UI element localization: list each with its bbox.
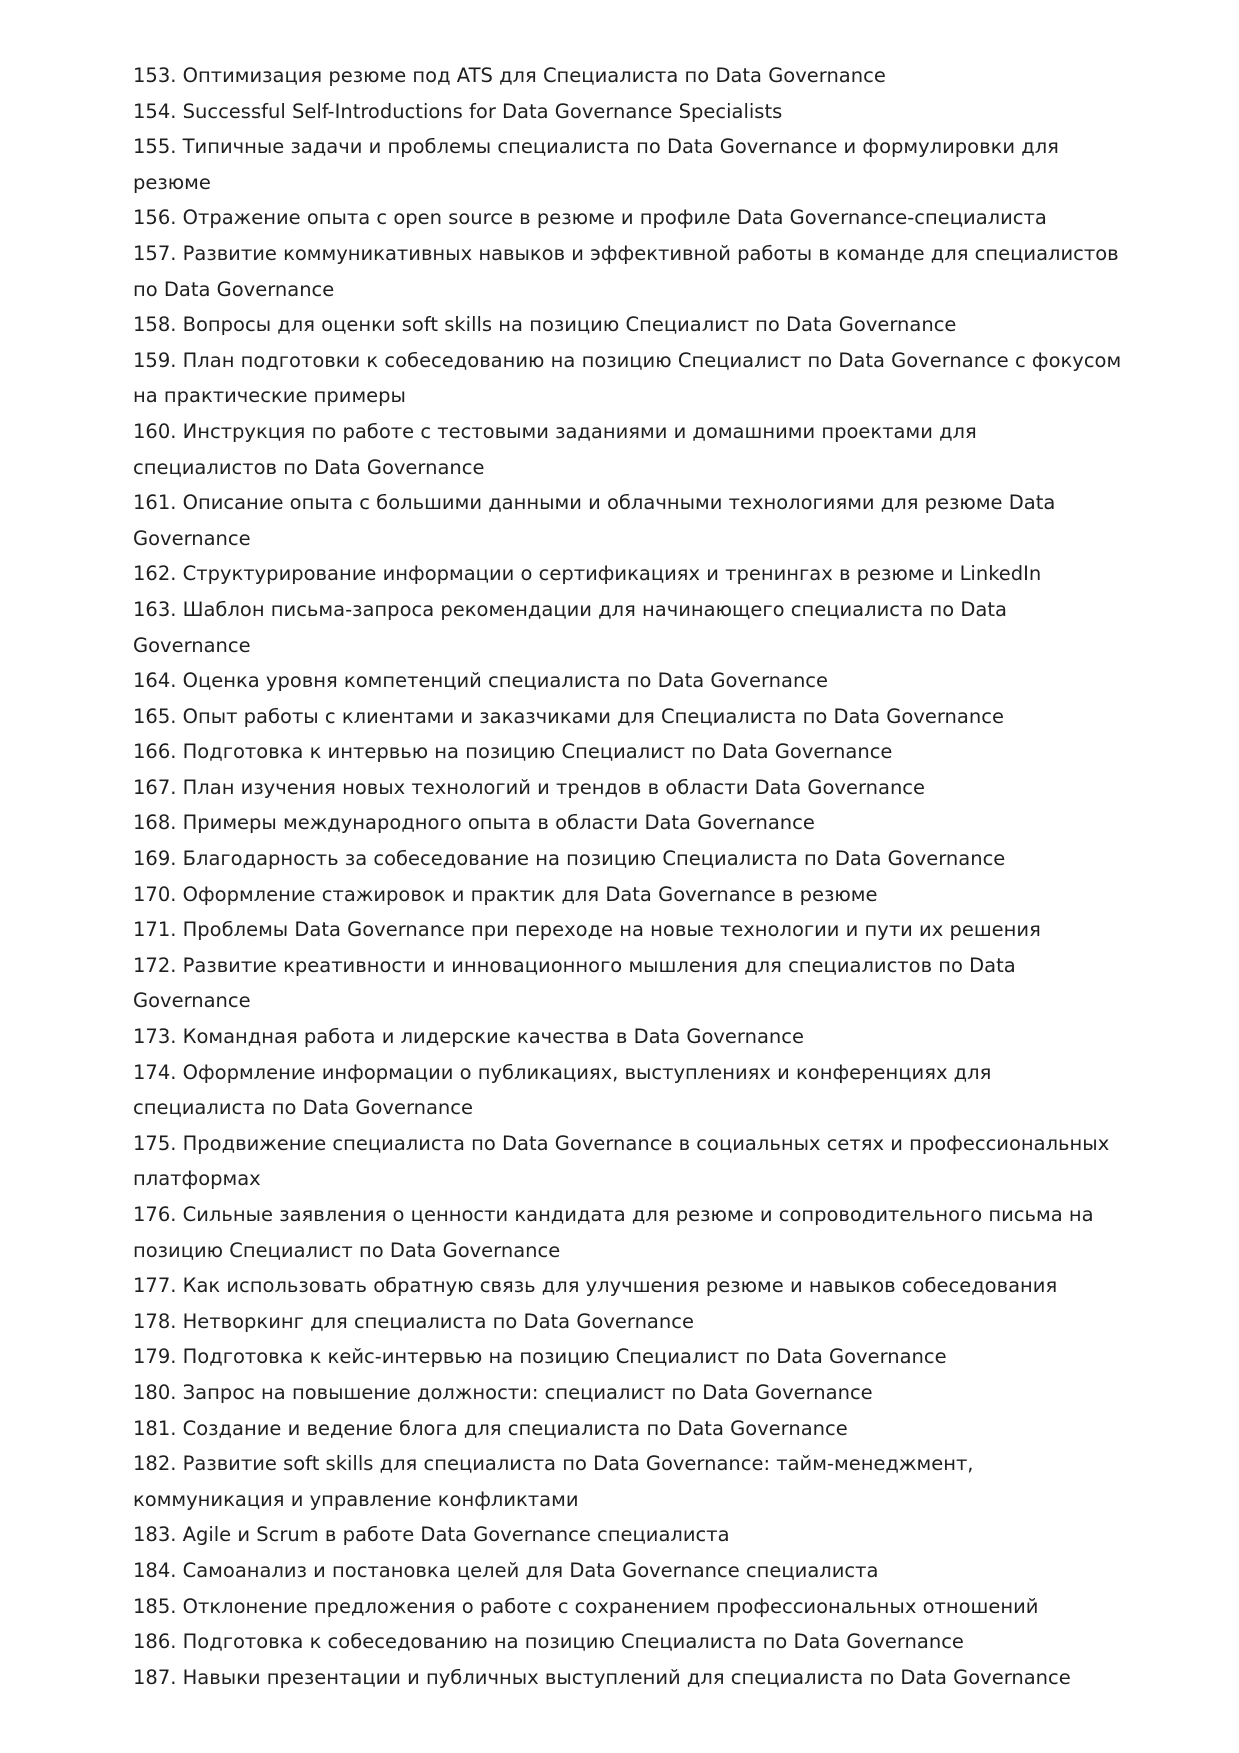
list-item: 166. Подготовка к интервью на позицию Специалист по Data Governance bbox=[133, 740, 893, 764]
list-item: 187. Навыки презентации и публичных выступлений для специалиста по Data Governance bbox=[133, 1665, 1071, 1689]
list-item: 163. Шаблон письма-запроса рекомендации для начинающего специалиста по Data Governance bbox=[133, 597, 1007, 657]
list-item: 173. Командная работа и лидерские качества в Data Governance bbox=[133, 1025, 804, 1049]
list-item: 169. Благодарность за собеседование на позицию Специалиста по Data Governance bbox=[133, 847, 1006, 871]
list-item: 171. Проблемы Data Governance при переходе на новые технологии и пути их решения bbox=[133, 918, 1041, 942]
list-item: 155. Типичные задачи и проблемы специалиста по Data Governance и формулировки для резюме bbox=[133, 135, 1059, 194]
topic-list bbox=[133, 58, 1123, 1695]
list-item: 177. Как использовать обратную связь для улучшения резюме и навыков собеседования bbox=[133, 1274, 1058, 1298]
list-item: 159. План подготовки к собеседованию на позицию Специалист по Data Governance с фокусом на практические примеры bbox=[133, 348, 1122, 408]
list-item: 183. Agile и Scrum в работе Data Governance специалиста bbox=[133, 1523, 730, 1547]
list-item: 175. Продвижение специалиста по Data Governance в социальных сетях и профессиональных платформах bbox=[133, 1131, 1110, 1191]
list-item: 160. Инструкция по работе с тестовыми заданиями и домашними проектами для специалистов по Data Governance bbox=[133, 419, 977, 479]
list-item: 172. Развитие креативности и инновационного мышления для специалистов по Data Governance bbox=[133, 953, 1016, 1013]
list-item: 162. Структурирование информации о сертификациях и тренингах в резюме и LinkedIn bbox=[133, 562, 1042, 586]
list-item: 186. Подготовка к собеседованию на позицию Специалиста по Data Governance bbox=[133, 1630, 964, 1654]
list-item: 170. Оформление стажировок и практик для Data Governance в резюме bbox=[133, 882, 878, 906]
list-item: 156. Отражение опыта с open source в резюме и профиле Data Governance-специалиста bbox=[133, 206, 1047, 230]
list-item: 153. Оптимизация резюме под ATS для Специалиста по Data Governance bbox=[133, 64, 886, 87]
list-item: 181. Создание и ведение блога для специалиста по Data Governance bbox=[133, 1416, 848, 1440]
list-item: 158. Вопросы для оценки soft skills на позицию Специалист по Data Governance bbox=[133, 313, 957, 337]
list-item: 179. Подготовка к кейс-интервью на позицию Специалист по Data Governance bbox=[133, 1345, 947, 1369]
list-item: 168. Примеры международного опыта в области Data Governance bbox=[133, 811, 815, 835]
list-item: 180. Запрос на повышение должности: специалист по Data Governance bbox=[133, 1380, 873, 1404]
list-item: 167. План изучения новых технологий и трендов в области Data Governance bbox=[133, 775, 926, 799]
list-item: 185. Отклонение предложения о работе с сохранением профессиональных отношений bbox=[133, 1594, 1039, 1618]
list-item: 157. Развитие коммуникативных навыков и эффективной работы в команде для специалистов по Data Governance bbox=[133, 241, 1119, 301]
list-item: 184. Самоанализ и постановка целей для Data Governance специалиста bbox=[133, 1558, 879, 1582]
list-item: 154. Successful Self-Introductions for Data Governance Specialists bbox=[133, 99, 783, 123]
list-item: 178. Нетворкинг для специалиста по Data Governance bbox=[133, 1309, 694, 1333]
list-item: 182. Развитие soft skills для специалиста по Data Governance: тайм-менеджмент, коммуникация и управление конфликтами bbox=[133, 1452, 974, 1511]
list-item: 176. Сильные заявления о ценности кандидата для резюме и сопроводительного письма на позицию Специалист по Data Governance bbox=[133, 1203, 1094, 1262]
list-item: 165. Опыт работы с клиентами и заказчиками для Специалиста по Data Governance bbox=[133, 704, 1004, 728]
list-item: 174. Оформление информации о публикациях, выступлениях и конференциях для специалиста по Data Governance bbox=[133, 1060, 992, 1120]
list-item: 164. Оценка уровня компетенций специалиста по Data Governance bbox=[133, 669, 829, 693]
list-item: 161. Описание опыта с большими данными и облачными технологиями для резюме Data Governance bbox=[133, 491, 1056, 550]
